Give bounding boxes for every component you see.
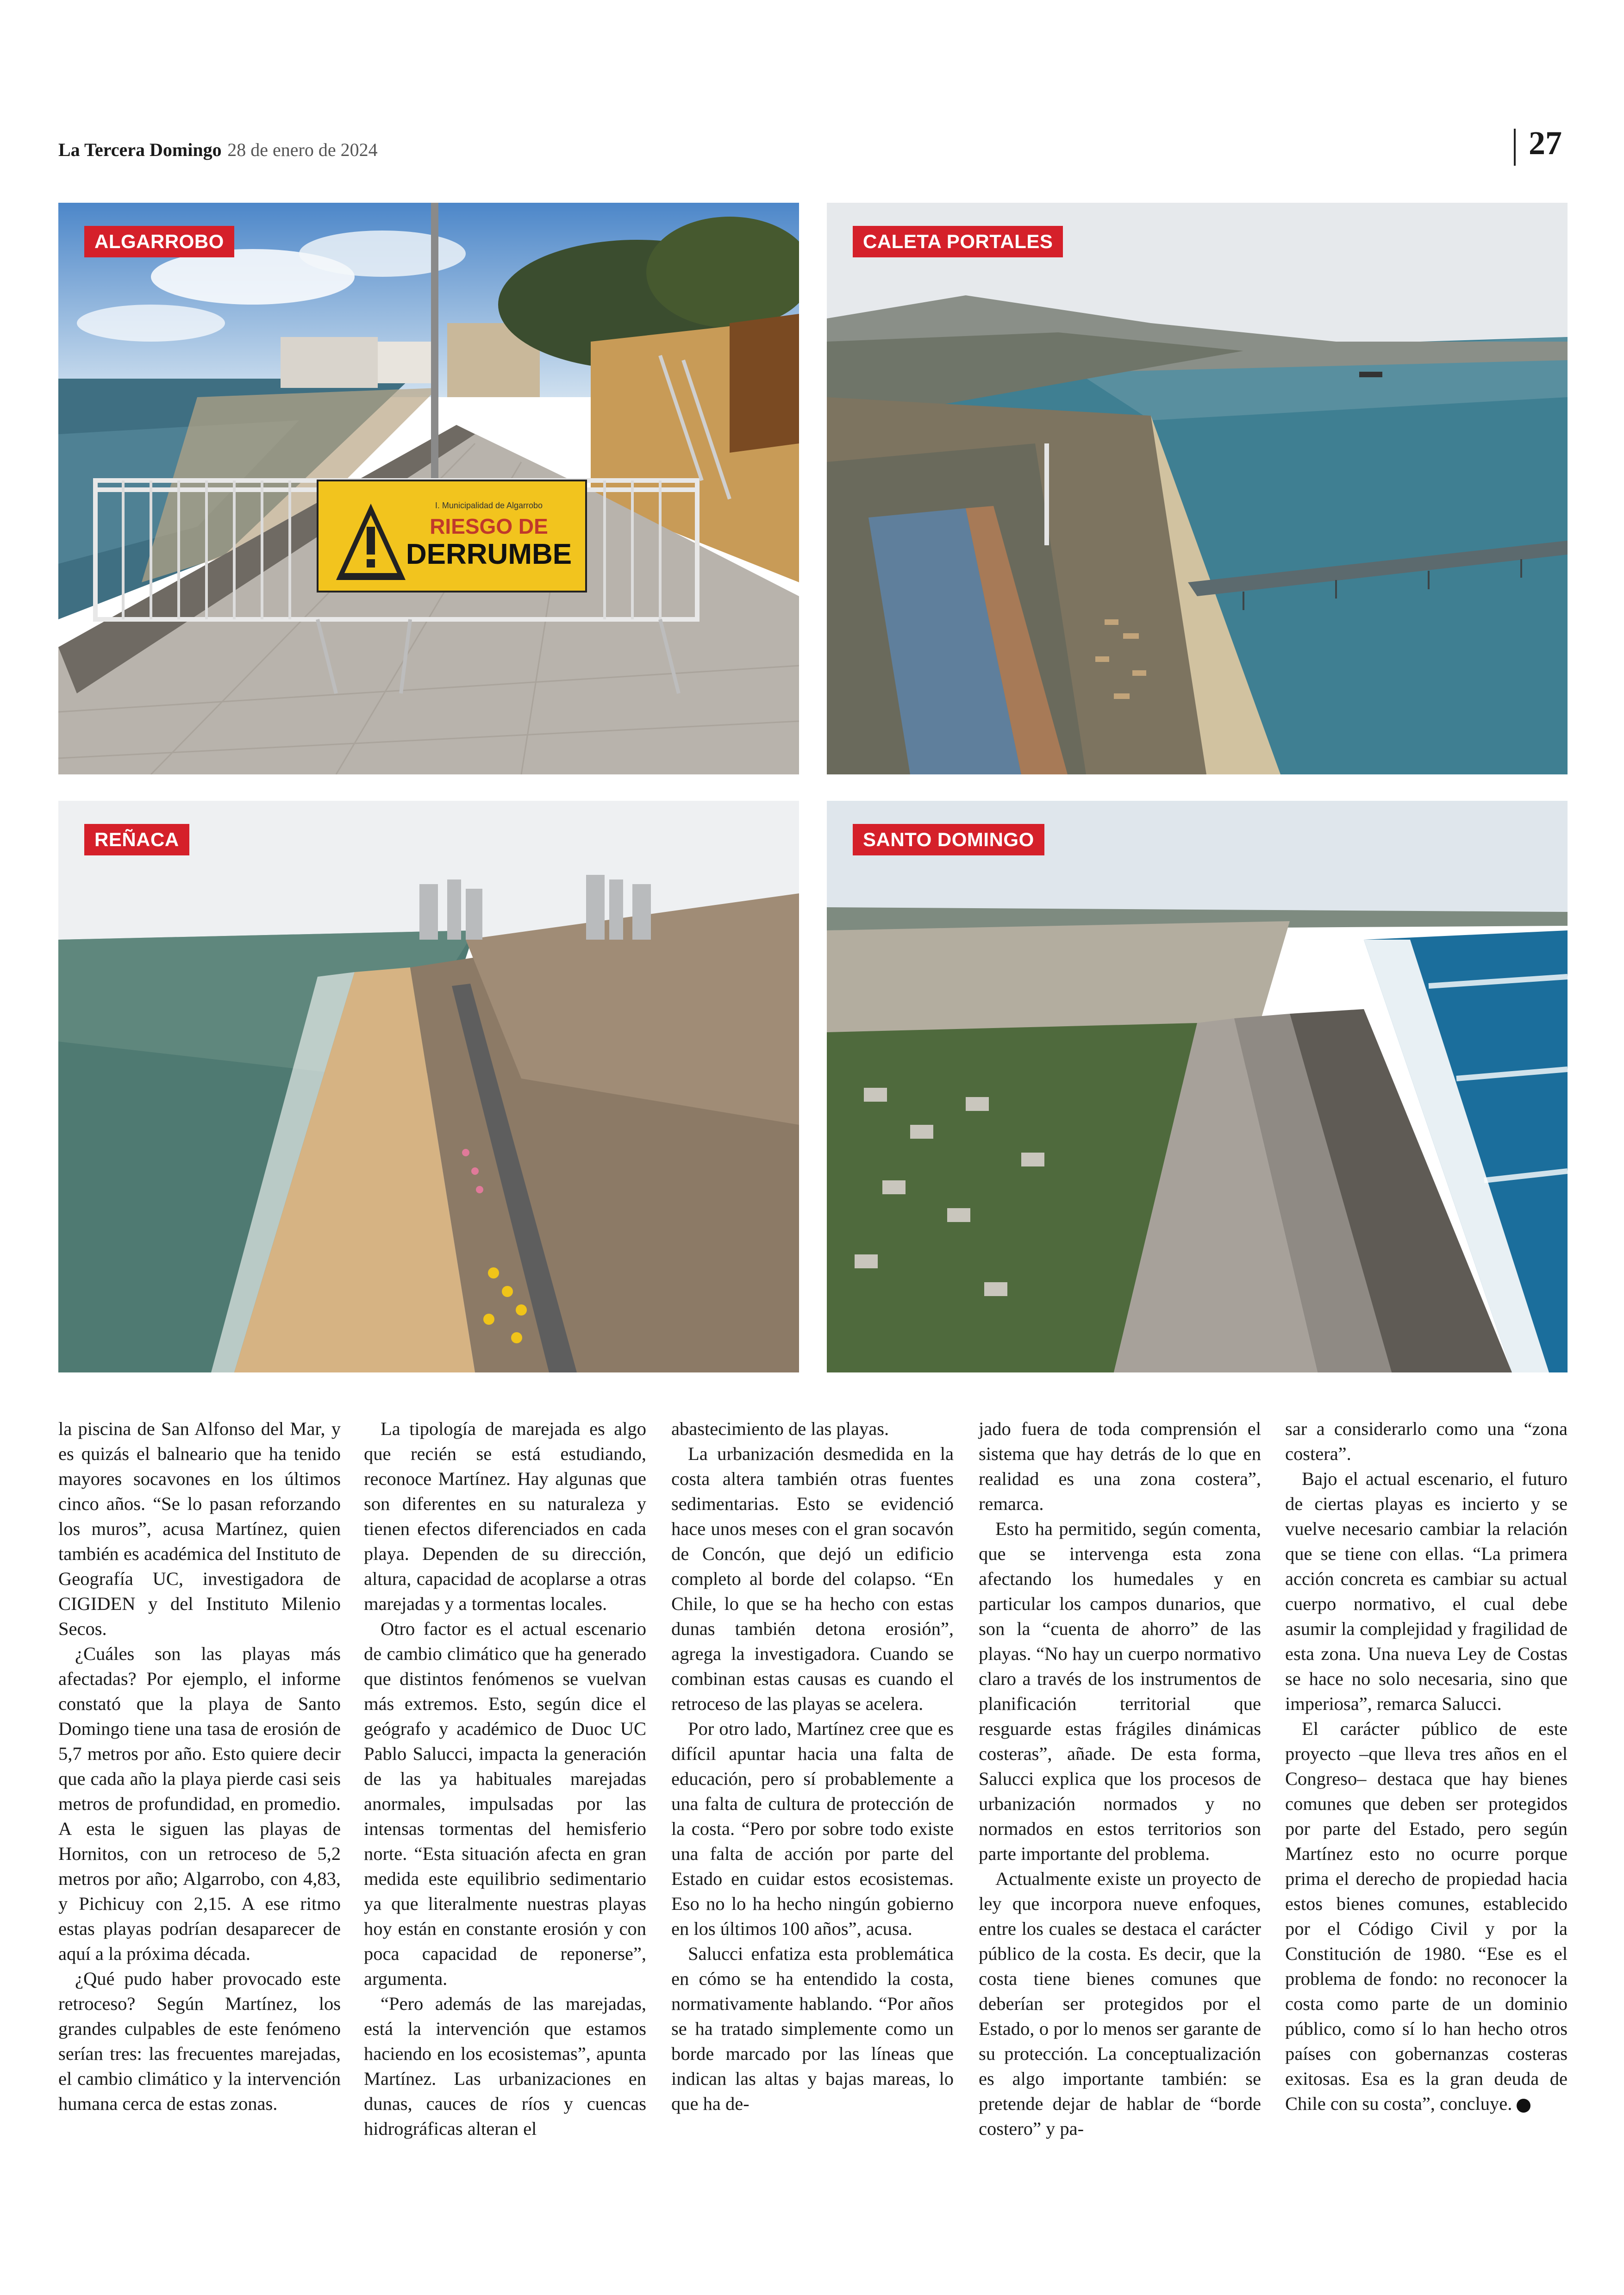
- paragraph-text: El carácter público de este proyecto –que lleva tres años en el Congreso– destaca que hay bienes comunes que deben ser protegidos por parte del Estado, pero según Martínez esto no ocurre porque prima el derecho de propiedad hacia estos bienes comunes, establecido por el Código Civil y por la Constitución de 1980. “Ese es el problema de fondo: no reconocer la costa como parte de un dominio público, como sí lo han hecho otros países con gobernanzas costeras exitosas. Esa es la gran deuda de Chile con su costa”, concluye.: [1285, 1718, 1568, 2114]
- paragraph: jado fuera de toda comprensión el sistema que hay detrás de lo que en realidad es una zona costera”, remarca.: [979, 1418, 1261, 1514]
- article-column-2: [364, 1416, 646, 2141]
- publication-name: La Tercera Domingo: [58, 139, 222, 160]
- paragraph: Actualmente existe un proyecto de ley que incorpora nueve enfoques, entre los cuales se destaca el carácter público de la costa. Es decir, que la costa tiene bienes comunes que deberían ser protegidos por el Estado, o por lo menos ser garante de su protección. La conceptualización es algo importante también: se pretende dejar de hablar de “borde costero” y pa-: [979, 1868, 1261, 2139]
- paragraph: Salucci enfatiza esta problemática en cómo se ha entendido la costa, normativamente hablando. “Por años se ha tratado simplemente como un borde marcado por las líneas que indican las altas y bajas mareas, lo que ha de-: [671, 1943, 954, 2114]
- paragraph: sar a considerarlo como una “zona costera”.: [1285, 1418, 1568, 1464]
- sign-municipality-text: I. Municipalidad de Algarrobo: [435, 501, 543, 510]
- photo-label-caleta-portales: CALETA PORTALES: [853, 226, 1063, 257]
- page-header: [58, 139, 378, 161]
- paragraph: [1285, 1716, 1568, 2116]
- article-end-mark-icon: [1517, 2099, 1530, 2113]
- article-column-3: [671, 1416, 954, 2116]
- article-column-5: [1285, 1416, 1568, 2116]
- paragraph: “Pero además de las marejadas, está la intervención que estamos haciendo en los ecosistemas”, apunta Martínez. Las urbanizaciones en dunas, cauces de ríos y cuencas hidrográficas alteran el: [364, 1993, 646, 2139]
- photo-renaca: [58, 801, 799, 1372]
- paragraph: Otro factor es el actual escenario de cambio climático que ha generado que distintos fenómenos se vuelvan más extremos. Esto, según dice el geógrafo y académico de Duoc UC Pablo Salucci, impacta la generación de las ya habituales marejadas anormales, impulsadas por las intensas tormentas del hemisferio norte. “Esta situación afecta en gran medida este equilibrio sedimentario ya que literalmente nuestras playas hoy están en constante erosión y con poca capacidad de reponerse”, argumenta.: [364, 1618, 646, 1989]
- paragraph: abastecimiento de las playas.: [671, 1418, 889, 1439]
- article-column-4: [979, 1416, 1261, 2141]
- paragraph: Por otro lado, Martínez cree que es difícil apuntar hacia una falta de educación, pero sí probablemente a una falta de cultura de protección de la costa. “Pero por sobre todo existe una falta de acción por parte del Estado en cuidar estos ecosistemas. Eso no lo ha hecho ningún gobierno en los últimos 100 años”, acusa.: [671, 1718, 954, 1939]
- paragraph: La tipología de marejada es algo que recién se está estudiando, reconoce Martínez. Hay algunas que son diferentes en su naturaleza y tienen efectos diferenciados en cada playa. Dependen de su dirección, altura, capacidad de acoplarse a otras marejadas y a tormentas locales.: [364, 1418, 646, 1614]
- paragraph: la piscina de San Alfonso del Mar, y es quizás el balneario que ha tenido mayores socavones en los últimos cinco años. “Se lo pasan reforzando los muros”, acusa Martínez, quien también es académica del Instituto de Geografía UC, investigadora de CIGIDEN y del Instituto Milenio Secos.: [58, 1418, 341, 1639]
- page-number: 27: [1529, 125, 1562, 162]
- paragraph: Bajo el actual escenario, el futuro de ciertas playas es incierto y se vuelve necesario cambiar la relación que se tiene con ellas. “La primera acción concreta es cambiar su actual cuerpo normativo, el cual debe asumir la complejidad y fragilidad de esta zona. Una nueva Ley de Costas se hace no solo necesaria, sino que imperiosa”, remarca Salucci.: [1285, 1468, 1568, 1714]
- page-number-divider: [1514, 129, 1516, 166]
- photo-algarrobo: [58, 203, 799, 774]
- photo-label-algarrobo: ALGARROBO: [84, 226, 234, 257]
- paragraph: ¿Qué pudo haber provocado este retroceso? Según Martínez, los grandes culpables de este fenómeno serían tres: las frecuentes marejadas, el cambio climático y la intervención humana cerca de estas zonas.: [58, 1968, 341, 2114]
- publication-date: 28 de enero de 2024: [227, 139, 378, 160]
- paragraph: ¿Cuáles son las playas más afectadas? Por ejemplo, el informe constató que la playa de Santo Domingo tiene una tasa de erosión de 5,7 metros por año. Esto quiere decir que cada año la playa pierde casi seis metros de profundidad, en promedio. A esta le siguen las playas de Hornitos, con un retroceso de 5,2 metros por año; Algarrobo, con 4,83, y Pichicuy con 2,15. A ese ritmo estas playas podrían desaparecer de aquí a la próxima década.: [58, 1643, 341, 1964]
- photo-label-santo-domingo: SANTO DOMINGO: [853, 824, 1044, 855]
- photo-label-renaca: REÑACA: [84, 824, 189, 855]
- sign-riesgo-text: RIESGO DE: [430, 514, 548, 538]
- sign-derrumbe-text: DERRUMBE: [406, 538, 572, 570]
- paragraph: La urbanización desmedida en la costa altera también otras fuentes sedimentarias. Esto se evidenció hace unos meses con el gran socavón de Concón, que dejó un edificio completo al borde del colapso. “En Chile, lo que se ha hecho con estas dunas también detona erosión”, agrega la investigadora. Cuando se combinan estas causas es cuando el retroceso de las playas se acelera.: [671, 1443, 954, 1714]
- photo-caleta-portales: [827, 203, 1568, 774]
- article-column-1: [58, 1416, 341, 2116]
- photo-santo-domingo: [827, 801, 1568, 1372]
- paragraph: Esto ha permitido, según comenta, que se intervenga esta zona afectando los humedales y en particular los campos dunarios, que son la “cuenta de ahorro” de las playas. “No hay un cuerpo normativo claro a través de los instrumentos de planificación territorial que resguarde estas frágiles dinámicas costeras”, añade. De esta forma, Salucci explica que los procesos de urbanización normados y no normados en estos territorios son parte importante del problema.: [979, 1518, 1261, 1864]
